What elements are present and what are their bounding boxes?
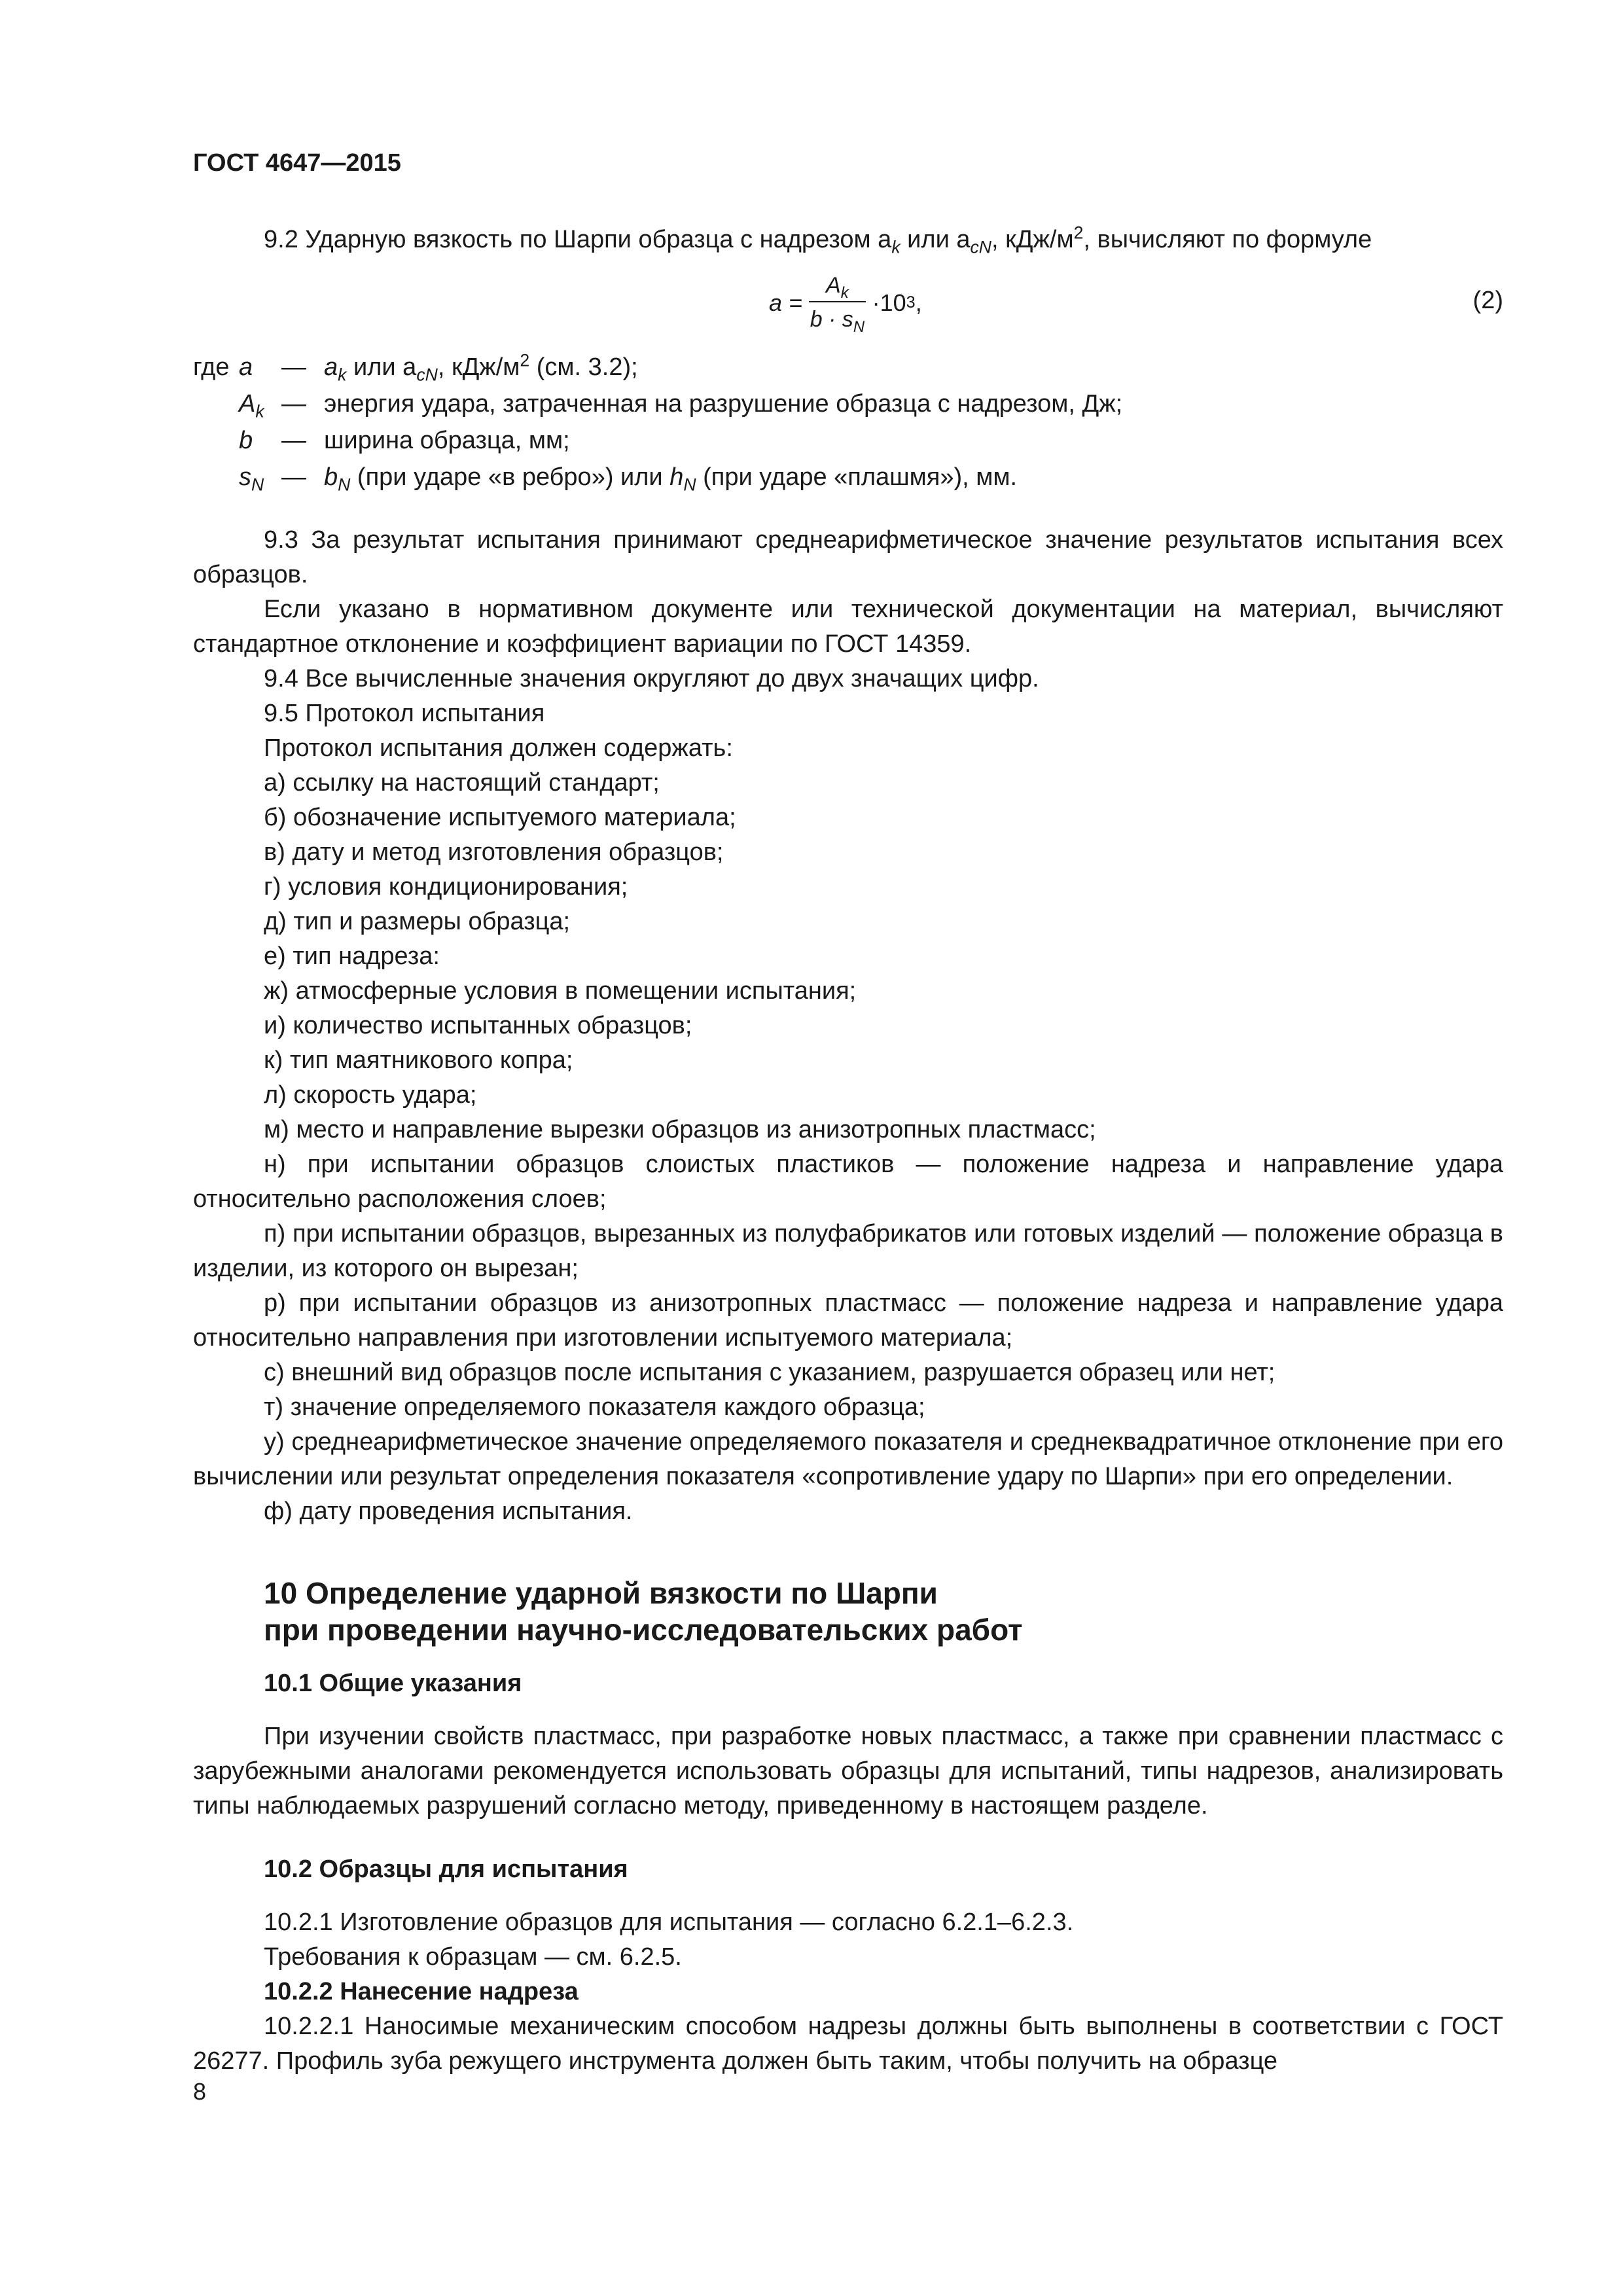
list-item: ж) атмосферные условия в помещении испытания; [264, 977, 857, 1005]
where-dash: — [281, 463, 306, 491]
symbol-subscript: N [251, 475, 264, 495]
list-item: е) тип надреза: [264, 942, 440, 970]
formula-fraction [809, 271, 866, 334]
fraction-numerator [809, 271, 866, 302]
symbol-subscript: k [255, 401, 264, 422]
subscript: cN [970, 237, 992, 257]
section-title-line: при проведении научно-исследовательских работ [264, 1613, 1023, 1647]
where-text [324, 350, 638, 385]
paragraph-9-5: 9.5 Протокол испытания [264, 700, 545, 727]
text-run: , кДж/м [437, 353, 520, 381]
where-symbol [239, 387, 264, 422]
subscript: k [891, 237, 901, 257]
list-item: ф) дату проведения испытания. [264, 1498, 633, 1525]
where-row [193, 350, 1503, 387]
symbol-letter: s [239, 463, 251, 491]
superscript: 2 [520, 350, 530, 370]
fraction-denominator [810, 302, 865, 334]
where-dash: — [281, 427, 306, 454]
spacer [193, 1648, 1503, 1666]
formula-multiplier: ·10 [872, 289, 906, 316]
list-item: с) внешний вид образцов после испытания с указанием, разрушается образец или нет; [264, 1359, 1275, 1386]
list-item: п) при испытании образцов, вырезанных из полуфабрикатов или готовых изделий — положение образца в изделии, из которого он вырезан; [193, 1220, 1503, 1282]
where-text: ширина образца, мм; [324, 427, 570, 454]
list-item: л) скорость удара; [264, 1081, 477, 1109]
text-run: , кДж/м [991, 226, 1074, 253]
paragraph-9-2 [193, 223, 1503, 257]
spacer [193, 1887, 1503, 1905]
numerator-symbol: A [826, 273, 841, 298]
paragraph-9-3: 9.3 За результат испытания принимают среднеарифметическое значение результатов испытания всех образцов. [193, 526, 1503, 588]
list-item: к) тип маятникового копра; [264, 1047, 573, 1074]
text-run: a [324, 353, 338, 381]
where-symbol: b [239, 427, 253, 454]
standard-code: ГОСТ 4647—2015 [193, 149, 401, 177]
formula-lhs: a = [769, 289, 803, 316]
subsection-10-2-title: 10.2 Образцы для испытания [264, 1856, 628, 1883]
paragraph-9-3-b: Если указано в нормативном документе или технической документации на материал, вычисляют стандартное отклонение и коэффициент вариации по ГОСТ 14359. [193, 596, 1503, 658]
page-number: 8 [193, 2078, 207, 2105]
list-item: и) количество испытанных образцов; [264, 1012, 692, 1039]
where-text: энергия удара, затраченная на разрушение образца с надрезом, Дж; [324, 390, 1123, 418]
subscript: N [338, 475, 351, 495]
where-row [193, 460, 1503, 497]
formula-2 [193, 261, 1503, 344]
text-run: (при ударе «плашмя»), мм. [696, 463, 1018, 491]
list-item: у) среднеарифметическое значение определяемого показателя и среднеквадратичное отклонение при его вычислении или результат определения показателя «сопротивление удару по Шарпи» при его определении. [193, 1428, 1503, 1490]
superscript: 2 [1073, 223, 1084, 243]
where-block [193, 350, 1503, 497]
document-body [193, 223, 1503, 2079]
subsection-10-2-2-title: 10.2.2 Нанесение надреза [264, 1978, 579, 2005]
where-lead: где [193, 353, 230, 381]
formula-number: (2) [1472, 287, 1503, 314]
denominator-subscript: N [853, 317, 865, 336]
list-item: а) ссылку на настоящий стандарт; [264, 769, 660, 797]
text-run: или a [900, 226, 971, 253]
subscript: cN [416, 365, 438, 385]
paragraph-10-2-2-1: 10.2.2.1 Наносимые механическим способом надрезы должны быть выполнены в соответствии с ГОСТ 26277. Профиль зуба режущего инструмента должен быть таким, чтобы получить на образце [193, 2013, 1503, 2075]
numerator-subscript: k [840, 283, 849, 302]
list-item: б) обозначение испытуемого материала; [264, 804, 736, 831]
section-title-line: 10 Определение ударной вязкости по Шарпи [264, 1576, 938, 1610]
list-item: н) при испытании образцов слоистых пластиков — положение надреза и направление удара относительно расположения слоев; [193, 1151, 1503, 1213]
paragraph-9-4: 9.4 Все вычисленные значения округляют до двух значащих цифр. [264, 665, 1039, 692]
paragraph-10-2-1: 10.2.1 Изготовление образцов для испытания — согласно 6.2.1–6.2.3. [264, 1909, 1074, 1936]
where-symbol: a [239, 353, 253, 381]
section-10-title [193, 1575, 1503, 1648]
text-run: (см. 3.2); [529, 353, 638, 381]
subscript: N [683, 475, 696, 495]
where-dash: — [281, 390, 306, 418]
spacer [193, 1529, 1503, 1575]
text-run: h [669, 463, 684, 491]
paragraph-10-1: При изучении свойств пластмасс, при разработке новых пластмасс, а также при сравнении пластмасс с зарубежными аналогами рекомендуется использовать образцы для испытаний, типы надрезов, анализировать типы наблюдаемых разрушений согласно методу, приведенному в настоящем разделе. [193, 1723, 1503, 1820]
text-run: b [324, 463, 338, 491]
formula-expression: a = $\frac{A_k}{b \cdot s_N}$ ·10 3 , [769, 261, 922, 344]
list-item: д) тип и размеры образца; [264, 908, 571, 935]
where-dash: — [281, 353, 306, 381]
paragraph-10-2-1-b: Требования к образцам — см. 6.2.5. [264, 1943, 682, 1971]
where-symbol [239, 460, 264, 495]
text-run: (при ударе «в ребро») или [350, 463, 670, 491]
text-run: или a [346, 353, 417, 381]
formula-comma: , [915, 289, 922, 316]
denominator-symbol: b · s [810, 307, 853, 332]
list-item: в) дату и метод изготовления образцов; [264, 838, 724, 866]
spacer [193, 1823, 1503, 1852]
text-run: , вычисляют по формуле [1083, 226, 1372, 253]
where-row [193, 423, 1503, 460]
spacer [193, 1701, 1503, 1719]
list-item: р) при испытании образцов из анизотропных пластмасс — положение надреза и направление удара относительно направления при изготовлении испытуемого материала; [193, 1289, 1503, 1352]
where-row [193, 387, 1503, 423]
list-item: г) условия кондиционирования; [264, 873, 628, 901]
list-item: м) место и направление вырезки образцов из анизотропных пластмасс; [264, 1116, 1096, 1143]
subsection-10-1-title: 10.1 Общие указания [264, 1670, 522, 1697]
symbol-letter: A [239, 390, 256, 418]
spacer [193, 497, 1503, 523]
subscript: k [338, 365, 347, 385]
where-text [324, 460, 1017, 495]
list-item: т) значение определяемого показателя каждого образца; [264, 1393, 925, 1421]
text-run: 9.2 Ударную вязкость по Шарпи образца с надрезом a [264, 226, 892, 253]
paragraph-9-5-b: Протокол испытания должен содержать: [264, 734, 733, 762]
